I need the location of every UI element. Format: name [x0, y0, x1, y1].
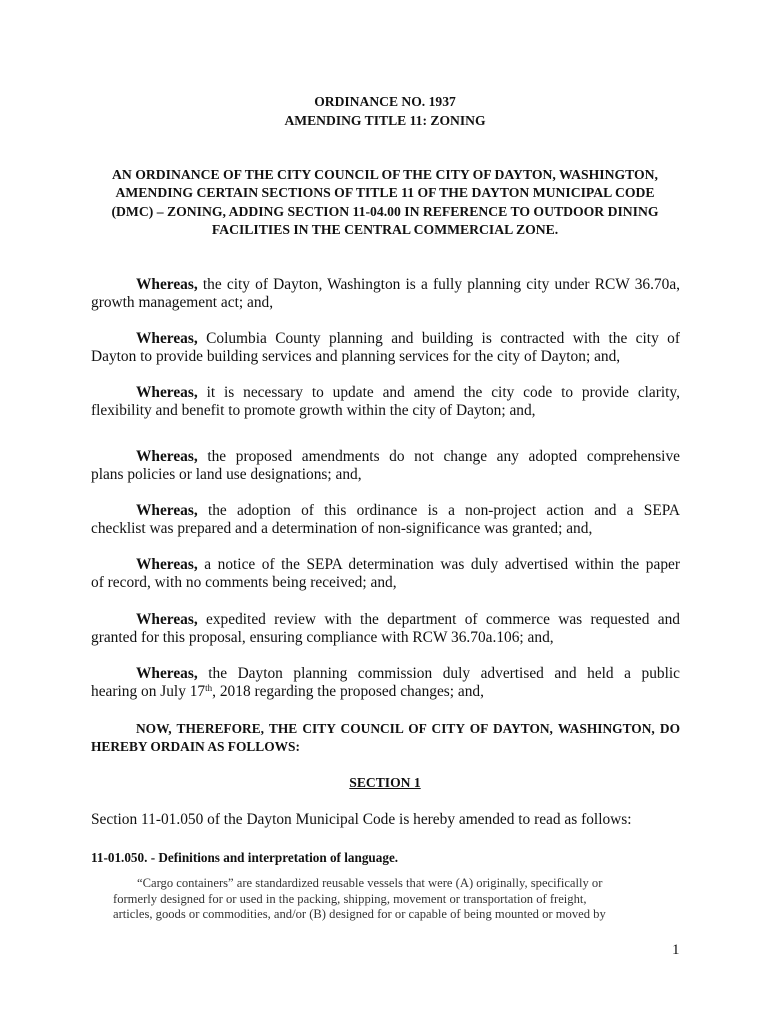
recital-first-line: [136, 611, 680, 629]
recital-lead: Whereas,: [136, 448, 198, 465]
caption-line: AMENDING CERTAIN SECTIONS OF TITLE 11 OF THE DAYTON MUNICIPAL CODE: [115, 185, 655, 200]
recital-continuation-line: of record, with no comments being received; and,: [91, 574, 397, 591]
recital-first-line: [136, 330, 680, 348]
ordinance-title: ORDINANCE NO. 1937: [314, 94, 456, 109]
recital-paragraph: [91, 330, 680, 366]
recital-continuation-line: [91, 683, 680, 701]
recital-text: the city of Dayton, Washington is a fully planning city under RCW 36.70a,: [202, 276, 680, 293]
section-intro: Section 11-01.050 of the Dayton Municipal Code is hereby amended to read as follows:: [91, 811, 632, 828]
recital-paragraph: [91, 276, 680, 312]
recital-first-line: [136, 448, 680, 466]
recital-lead: Whereas,: [136, 330, 198, 347]
recital-continuation-line: flexibility and benefit to promote growth within the city of Dayton; and,: [91, 402, 536, 419]
recital-paragraph: [91, 448, 680, 484]
recital-text: it is necessary to update and amend the city code to provide clarity,: [206, 384, 680, 401]
recital-lead: Whereas,: [136, 611, 198, 628]
recital-text: hearing on July 17: [91, 683, 206, 700]
recital-first-line: [136, 384, 680, 402]
definition-heading: 11-01.050. - Definitions and interpretation of language.: [91, 850, 399, 865]
recital-first-line: [136, 556, 680, 574]
recital-text: the adoption of this ordinance is a non-project action and a SEPA: [207, 502, 680, 519]
recital-lead: Whereas,: [136, 665, 198, 682]
definition-text-line: formerly designed for or used in the packing, shipping, movement or transportation of freight,: [113, 892, 587, 906]
recital-continuation-line: growth management act; and,: [91, 294, 274, 311]
recital-paragraph: [91, 384, 680, 420]
resolution-clause: [91, 720, 680, 756]
recital-paragraph: [91, 611, 680, 647]
recital-text: Columbia County planning and building is contracted with the city of: [206, 330, 680, 347]
recital-text: the proposed amendments do not change any adopted comprehensive: [207, 448, 680, 465]
recital-first-line: [136, 665, 680, 683]
recital-lead: Whereas,: [136, 384, 198, 401]
recital-first-line: [136, 276, 680, 294]
recital-lead: Whereas,: [136, 556, 198, 573]
recital-continuation-line: Dayton to provide building services and planning services for the city of Dayton; and,: [91, 348, 621, 365]
recital-continuation-line: checklist was prepared and a determination of non-significance was granted; and,: [91, 520, 593, 537]
recital-paragraph: [91, 556, 680, 592]
ordinal-suffix: th: [205, 683, 213, 693]
resolution-line: NOW, THEREFORE, THE CITY COUNCIL OF CITY OF DAYTON, WASHINGTON, DO: [136, 721, 680, 736]
recital-continuation-line: granted for this proposal, ensuring compliance with RCW 36.70a.106; and,: [91, 629, 554, 646]
recital-text: , 2018 regarding the proposed changes; and,: [212, 683, 484, 700]
caption-line: FACILITIES IN THE CENTRAL COMMERCIAL ZONE.: [211, 222, 559, 237]
definition-text-line: articles, goods or commodities, and/or (B) designed for or capable of being mounted or moved by: [113, 907, 606, 921]
page-number: 1: [672, 942, 680, 958]
recital-text: the Dayton planning commission duly advertised and held a public: [208, 665, 680, 682]
section-heading: SECTION 1: [349, 775, 421, 790]
recital-text: expedited review with the department of commerce was requested and: [206, 611, 680, 628]
recital-lead: Whereas,: [136, 276, 198, 293]
caption-line: (DMC) – ZONING, ADDING SECTION 11-04.00 IN REFERENCE TO OUTDOOR DINING: [111, 204, 659, 219]
recital-text: a notice of the SEPA determination was duly advertised within the paper: [204, 556, 680, 573]
recital-lead: Whereas,: [136, 502, 198, 519]
ordinance-subtitle: AMENDING TITLE 11: ZONING: [284, 113, 486, 128]
resolution-line: HEREBY ORDAIN AS FOLLOWS:: [91, 739, 300, 754]
recital-continuation-line: plans policies or land use designations; and,: [91, 466, 362, 483]
definition-text-line: “Cargo containers” are standardized reusable vessels that were (A) originally, specifically or: [137, 876, 603, 890]
recital-paragraph: [91, 502, 680, 538]
recital-first-line: [136, 502, 680, 520]
caption-line: AN ORDINANCE OF THE CITY COUNCIL OF THE CITY OF DAYTON, WASHINGTON,: [112, 167, 658, 182]
recital-paragraph: [91, 665, 680, 701]
